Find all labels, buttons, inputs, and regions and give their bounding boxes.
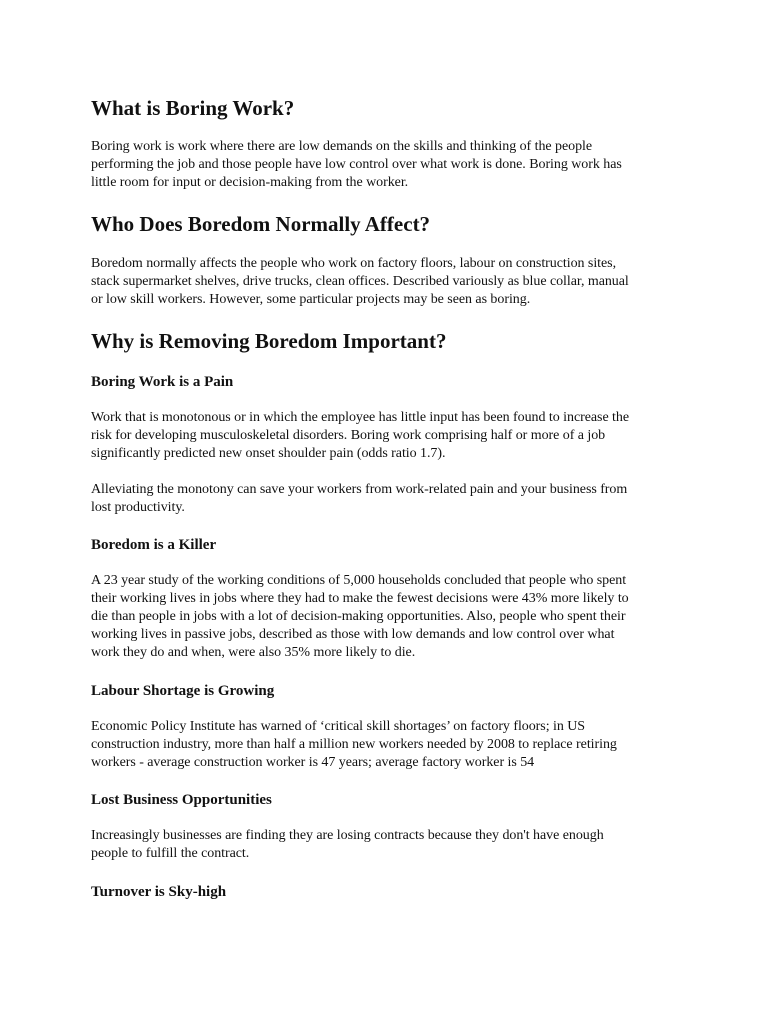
- subheading-turnover-sky-high: Turnover is Sky-high: [91, 884, 227, 900]
- paragraph: [91, 718, 683, 772]
- text-line: working lives in passive jobs, described as those with low demands and low control over what: [91, 627, 615, 642]
- text-line: significantly predicted new onset shoulder pain (odds ratio 1.7).: [91, 446, 446, 461]
- text-line: people to fulfill the contract.: [91, 846, 250, 861]
- heading-why-removing-boredom-important: Why is Removing Boredom Important?: [91, 329, 447, 353]
- subheading-boredom-killer: Boredom is a Killer: [91, 537, 217, 553]
- paragraph: [91, 572, 683, 662]
- paragraph: [91, 255, 683, 309]
- text-line: little room for input or decision-making from the worker.: [91, 175, 409, 190]
- paragraph: [91, 409, 683, 463]
- text-line: Economic Policy Institute has warned of ‘critical skill shortages’ on factory floors; in US: [91, 719, 586, 734]
- text-line: workers - average construction worker is 47 years; average factory worker is 54: [91, 755, 535, 770]
- paragraph: [91, 481, 683, 517]
- text-line: construction industry, more than half a million new workers needed by 2008 to replace retiring: [91, 737, 617, 752]
- text-line: Boredom normally affects the people who work on factory floors, labour on construction sites,: [91, 256, 617, 271]
- subheading-boring-work-pain: Boring Work is a Pain: [91, 374, 234, 390]
- text-line: work they do and when, were also 35% more likely to die.: [91, 645, 416, 660]
- text-line: risk for developing musculoskeletal disorders. Boring work comprising half or more of a job: [91, 428, 606, 443]
- text-line: A 23 year study of the working conditions of 5,000 households concluded that people who spent: [91, 573, 627, 588]
- text-line: their working lives in jobs where they had to make the fewest decisions were 43% more likely to: [91, 591, 629, 606]
- text-line: Alleviating the monotony can save your workers from work-related pain and your business from: [91, 482, 628, 497]
- text-line: lost productivity.: [91, 500, 185, 515]
- text-line: stack supermarket shelves, drive trucks, clean offices. Described variously as blue collar, manual: [91, 274, 629, 289]
- heading-what-is-boring-work: What is Boring Work?: [91, 96, 295, 120]
- subheading-lost-business-opportunities: Lost Business Opportunities: [91, 792, 272, 808]
- text-line: or low skill workers. However, some particular projects may be seen as boring.: [91, 292, 531, 307]
- text-line: die than people in jobs with a lot of decision-making opportunities. Also, people who spent their: [91, 609, 626, 624]
- text-line: Work that is monotonous or in which the employee has little input has been found to increase the: [91, 410, 630, 425]
- paragraph: [91, 138, 683, 192]
- heading-who-does-boredom-affect: Who Does Boredom Normally Affect?: [91, 212, 431, 236]
- text-line: performing the job and those people have low control over what work is done. Boring work has: [91, 157, 622, 172]
- subheading-labour-shortage: Labour Shortage is Growing: [91, 683, 275, 699]
- text-line: Boring work is work where there are low demands on the skills and thinking of the people: [91, 139, 593, 154]
- paragraph: [91, 827, 683, 863]
- text-line: Increasingly businesses are finding they are losing contracts because they don't have enough: [91, 828, 604, 843]
